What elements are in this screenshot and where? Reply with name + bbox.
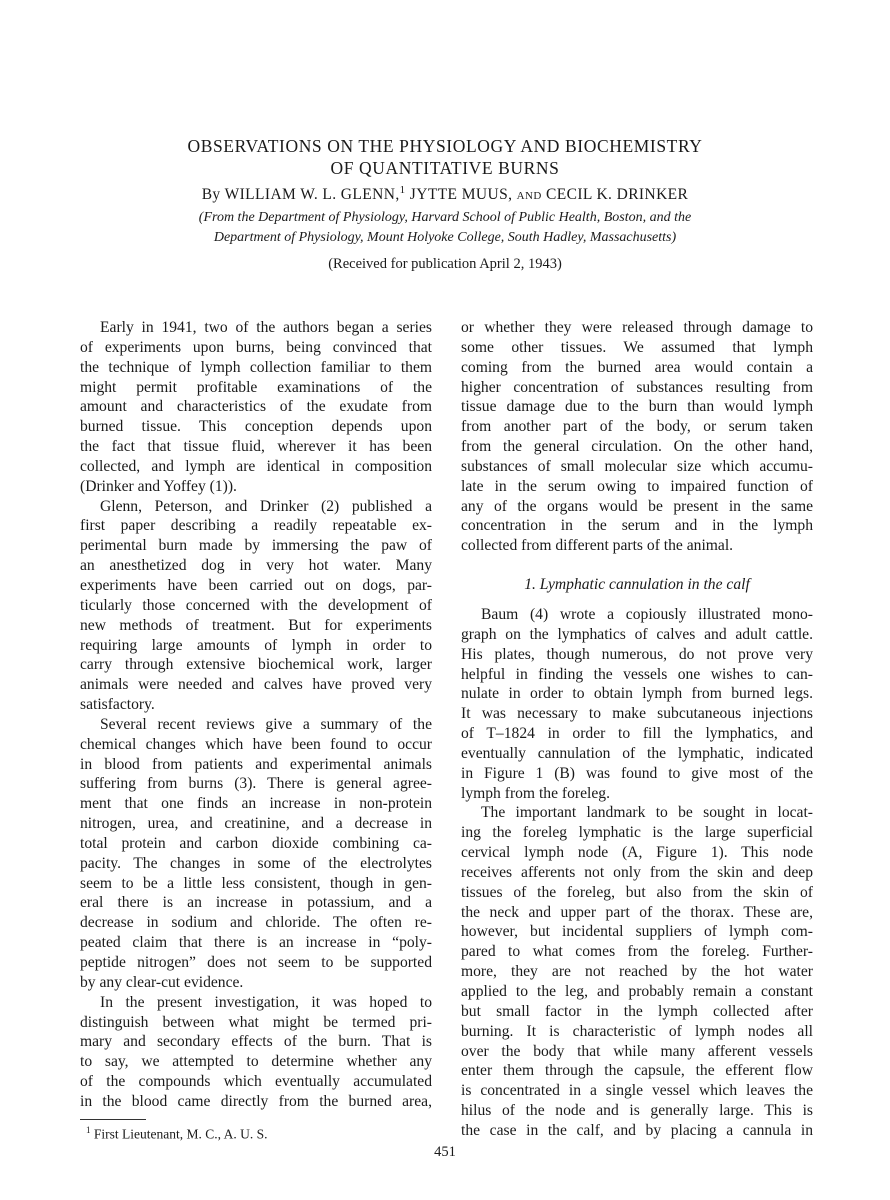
text-line: new methods of treatment. But for experiments xyxy=(80,616,432,634)
text-line: to say, we attempted to determine whether any xyxy=(80,1053,432,1071)
text-line: an anesthetized dog in very hot water. Many xyxy=(80,557,432,575)
text-line: of T–1824 in order to fill the lymphatics, and xyxy=(461,725,813,743)
text-line: some other tissues. We assumed that lymph xyxy=(461,338,813,356)
text-line: substances of small molecular size which accumu- xyxy=(461,457,813,475)
text-line: graph on the lymphatics of calves and adult cattle. xyxy=(461,625,813,643)
text-line: hilus of the node and is generally large. This is xyxy=(461,1102,813,1120)
text-line: lymph from the foreleg. xyxy=(461,784,610,802)
text-line: requiring large amounts of lymph in order to xyxy=(80,636,432,654)
text-line: mary and secondary effects of the burn. That is xyxy=(80,1033,432,1051)
text-line: coming from the burned area would contain a xyxy=(461,358,813,376)
text-line: the neck and upper part of the thorax. These are, xyxy=(461,903,813,921)
text-line: from another part of the body, or serum taken xyxy=(461,418,813,436)
text-line: ing the foreleg lymphatic is the large superficial xyxy=(461,824,813,842)
text-line: higher concentration of substances resulting from xyxy=(461,378,813,396)
text-line: or whether they were released through damage to xyxy=(461,319,813,336)
author-drinker: CECIL K. DRINKER xyxy=(545,186,689,204)
text-line: The important landmark to be sought in locat- xyxy=(481,804,813,822)
text-line: more, they are not reached by the hot water xyxy=(461,963,813,981)
text-line: His plates, though numerous, do not prove very xyxy=(461,645,813,663)
text-line: eventually cannulation of the lymphatic, indicated xyxy=(461,744,813,762)
text-line: Baum (4) wrote a copiously illustrated mono- xyxy=(481,605,813,623)
text-line: any of the organs would be present in the same xyxy=(461,497,813,515)
text-line: perimental burn made by immersing the paw of xyxy=(80,537,432,555)
affiliation-line-2: Department of Physiology, Mount Holyoke College, South Hadley, Massachusetts) xyxy=(213,230,677,245)
text-line: in the blood came directly from the burned area, xyxy=(80,1092,432,1110)
left-column xyxy=(80,318,432,1112)
text-line: chemical changes which have been found to occur xyxy=(80,735,432,753)
text-line: receives afferents not only from the skin and deep xyxy=(461,863,813,881)
page-number: 451 xyxy=(434,1144,456,1160)
footnote xyxy=(86,1125,268,1143)
received-date: (Received for publication April 2, 1943) xyxy=(328,256,562,272)
text-line: seem to be a little less consistent, though in gen- xyxy=(80,874,432,892)
by-label: By xyxy=(201,186,221,204)
text-line: ticularly those concerned with the development of xyxy=(80,596,432,614)
text-line: pared to what comes from the foreleg. Further- xyxy=(461,943,813,961)
text-line: might permit profitable examinations of the xyxy=(80,378,432,396)
text-line: from the general circulation. On the other hand, xyxy=(461,438,813,456)
paragraph xyxy=(461,318,813,556)
author-line xyxy=(0,184,890,204)
text-line: is concentrated in a single vessel which leaves the xyxy=(461,1082,813,1100)
text-line: the technique of lymph collection familiar to them xyxy=(80,358,432,376)
text-line: late in the serum owing to impaired function of xyxy=(461,477,813,495)
author-glenn: WILLIAM W. L. GLENN, xyxy=(224,186,400,204)
text-line: concentration in the serum and in the lymph xyxy=(461,517,813,535)
text-line: suffering from burns (3). There is general agree- xyxy=(80,775,432,793)
paper-title-line-1: OBSERVATIONS ON THE PHYSIOLOGY AND BIOCHEMISTRY xyxy=(187,136,703,156)
text-line: Early in 1941, two of the authors began a series xyxy=(100,319,432,336)
text-line: however, but incidental suppliers of lymph com- xyxy=(461,923,813,941)
text-line: collected, and lymph are identical in composition xyxy=(80,457,432,475)
text-line: experiments have been carried out on dogs, par- xyxy=(80,576,432,594)
text-line: peated claim that there is an increase in “poly- xyxy=(80,934,432,952)
text-line: eral there is an increase in potassium, and a xyxy=(80,894,432,912)
text-line: first paper describing a readily repeatable ex- xyxy=(80,517,432,535)
text-line: the fact that tissue fluid, wherever it has been xyxy=(80,438,432,456)
footnote-divider xyxy=(80,1119,146,1120)
text-line: cervical lymph node (A, Figure 1). This node xyxy=(461,844,813,862)
text-line: burning. It is characteristic of lymph nodes all xyxy=(461,1022,813,1040)
right-column xyxy=(461,318,813,1141)
paragraph xyxy=(80,715,432,993)
text-line: nitrogen, urea, and creatinine, and a decrease in xyxy=(80,815,432,833)
paragraph xyxy=(461,803,813,1140)
paragraph xyxy=(80,993,432,1112)
text-line: Glenn, Peterson, and Drinker (2) published a xyxy=(100,497,432,515)
paper-title-line-2: OF QUANTITATIVE BURNS xyxy=(330,158,560,178)
text-line: ment that one finds an increase in non-protein xyxy=(80,795,432,813)
text-line: nulate in order to obtain lymph from burned legs. xyxy=(461,685,813,703)
text-line: of the compounds which eventually accumulated xyxy=(80,1073,432,1091)
text-line: pacity. The changes in some of the electrolytes xyxy=(80,854,432,872)
text-line: decrease in sodium and chloride. The often re- xyxy=(80,914,432,932)
text-line: helpful in finding the vessels one wishes to can- xyxy=(461,665,813,683)
text-line: by any clear-cut evidence. xyxy=(80,973,244,991)
text-line: of experiments upon burns, being convinced that xyxy=(80,338,432,356)
text-line: Several recent reviews give a summary of the xyxy=(100,715,432,733)
text-line: tissue damage due to the burn than would lymph xyxy=(461,398,813,416)
text-line: (Drinker and Yoffey (1)). xyxy=(80,477,237,495)
text-line: burned tissue. This conception depends upon xyxy=(80,418,432,436)
text-line: peptide nitrogen” does not seem to be supported xyxy=(80,954,432,971)
paragraph xyxy=(80,318,432,497)
text-line: satisfactory. xyxy=(80,696,155,714)
text-line: tissues of the foreleg, but also from the skin of xyxy=(461,883,813,901)
footnote-mark: 1 xyxy=(399,184,406,196)
text-line: in Figure 1 (B) was found to give most of the xyxy=(461,764,813,782)
text-line: animals were needed and calves have proved very xyxy=(80,676,432,694)
and-label: AND xyxy=(516,190,542,203)
text-line: the case in the calf, and by placing a cannula in xyxy=(461,1121,813,1139)
text-line: It was necessary to make subcutaneous injections xyxy=(461,705,813,723)
text-line: In the present investigation, it was hoped to xyxy=(100,993,432,1011)
section-heading: 1. Lymphatic cannulation in the calf xyxy=(524,576,750,594)
footnote-text: First Lieutenant, M. C., A. U. S. xyxy=(93,1126,268,1142)
text-line: amount and characteristics of the exudate from xyxy=(80,398,432,416)
text-line: carry through extensive biochemical work, larger xyxy=(80,656,432,674)
text-line: distinguish between what might be termed pri- xyxy=(80,1013,432,1031)
affiliation-line-1: (From the Department of Physiology, Harvard School of Public Health, Boston, and the xyxy=(198,210,692,225)
text-line: applied to the leg, and probably remain a constant xyxy=(461,983,813,1000)
text-line: over the body that while many afferent vessels xyxy=(461,1042,813,1060)
text-line: total protein and carbon dioxide combining ca- xyxy=(80,834,432,852)
text-line: but small factor in the lymph collected after xyxy=(461,1002,813,1020)
paragraph xyxy=(461,605,813,803)
text-line: collected from different parts of the animal. xyxy=(461,537,734,555)
footnote-number: 1 xyxy=(86,1125,91,1135)
author-muus: JYTTE MUUS, xyxy=(409,186,513,204)
text-line: enter them through the capsule, the efferent flow xyxy=(461,1062,813,1080)
text-line: in blood from patients and experimental animals xyxy=(80,755,432,773)
paragraph xyxy=(80,497,432,715)
